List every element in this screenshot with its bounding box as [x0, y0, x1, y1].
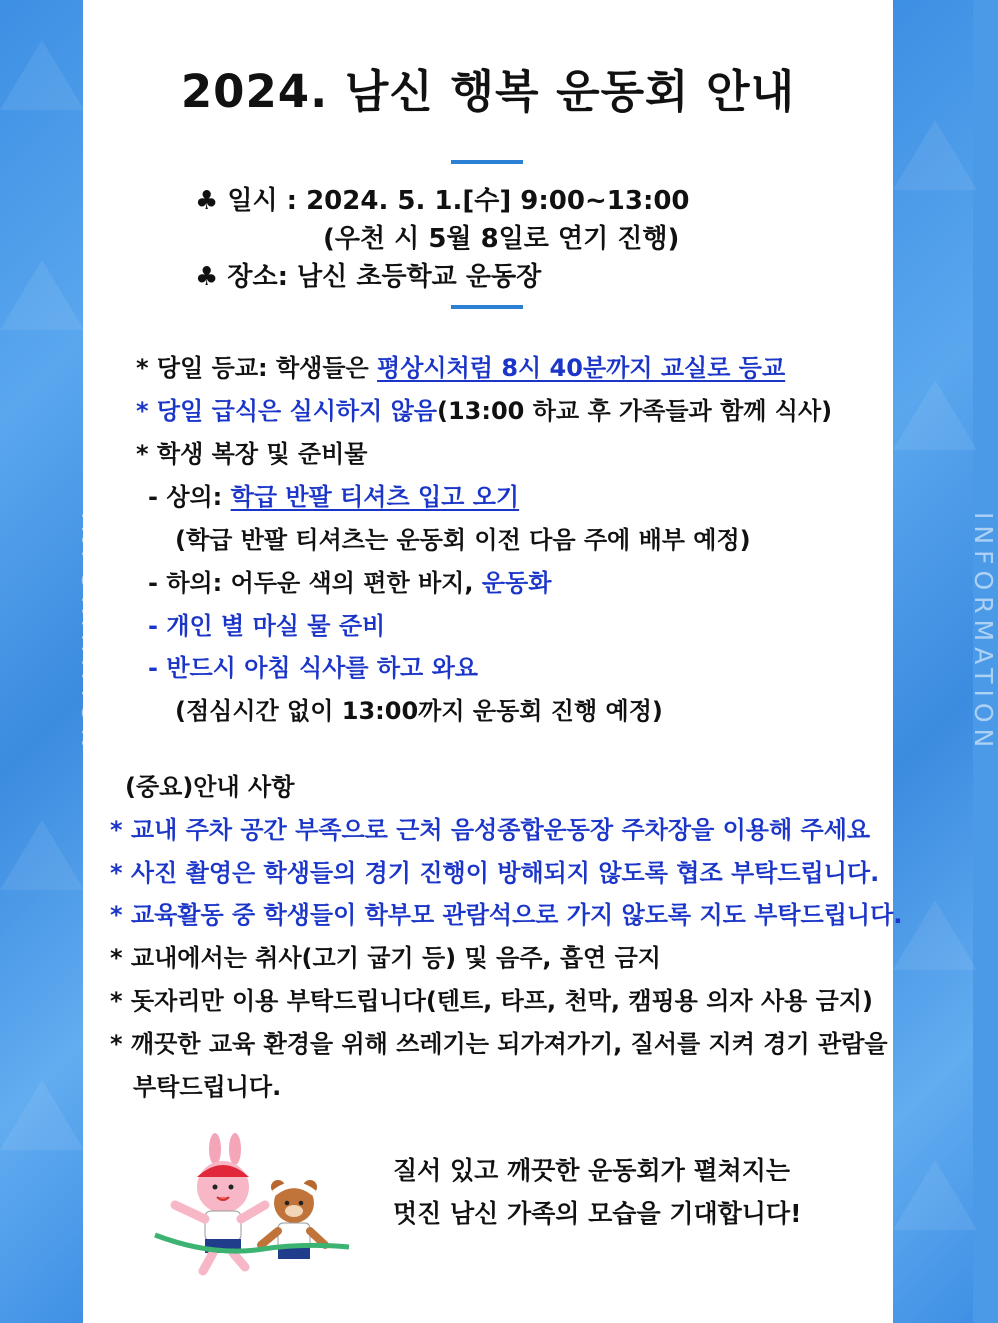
closing-line-1: 질서 있고 깨끗한 운동회가 펼쳐지는 — [393, 1156, 791, 1185]
rabbit-shirt-icon — [205, 1211, 241, 1241]
schedule-rain-note: (우천 시 5월 8일로 연기 진행) — [323, 224, 680, 254]
notice-line: 부탁드립니다. — [133, 1073, 282, 1101]
decor-triangle — [0, 40, 84, 110]
notice-heading: (중요)안내 사항 — [125, 773, 295, 801]
notice-line: * 교육활동 중 학생들이 학부모 관람석으로 가지 않도록 지도 부탁드립니다. — [110, 901, 903, 929]
notice-line: * 교내 주차 공간 부족으로 근처 음성종합운동장 주차장을 이용해 주세요 — [110, 816, 871, 844]
top-clothing-note: (학급 반팔 티셔츠는 운동회 이전 다음 주에 배부 예정) — [175, 526, 751, 554]
breakfast-note: (점심시간 없이 13:00까지 운동회 진행 예정) — [175, 697, 663, 725]
rabbit-headband-icon — [197, 1165, 249, 1177]
notice-line: * 사진 촬영은 학생들의 경기 진행이 방해되지 않도록 협조 부탁드립니다. — [110, 859, 880, 887]
lunch-item — [136, 391, 832, 426]
page-title: 2024. 남신 행복 운동회 안내 — [180, 65, 796, 118]
decor-triangle — [0, 260, 84, 330]
decor-triangle — [0, 1080, 84, 1150]
rabbit-ear-icon — [229, 1133, 241, 1165]
decor-triangle — [893, 380, 977, 450]
decor-triangle — [893, 900, 977, 970]
arrival-item — [136, 348, 785, 383]
arrival-highlight: 평상시처럼 8시 40분까지 교실로 등교 — [377, 354, 786, 382]
lunch-blue: * 당일 급식은 실시하지 않음 — [136, 397, 437, 425]
decor-triangle — [893, 1160, 977, 1230]
top-clothing-item — [148, 477, 519, 512]
clothing-heading: * 학생 복장 및 준비물 — [136, 440, 368, 468]
divider-bottom — [451, 305, 523, 309]
schedule-place: ♣ 장소: 남신 초등학교 운동장 — [195, 262, 542, 292]
decor-triangle — [0, 820, 84, 890]
divider-top — [451, 160, 523, 164]
bottom-prefix: - 하의: 어두운 색의 편한 바지, — [148, 569, 482, 597]
notice-line: * 깨끗한 교육 환경을 위해 쓰레기는 되가져가기, 질서를 지켜 경기 관람을 — [110, 1030, 888, 1058]
top-highlight: 학급 반팔 티셔츠 입고 오기 — [230, 483, 520, 511]
notice-paper — [83, 0, 903, 1323]
schedule-date: ♣ 일시 : 2024. 5. 1.[수] 9:00~13:00 — [195, 186, 690, 216]
water-item: - 개인 별 마실 물 준비 — [148, 612, 386, 640]
breakfast-item: - 반드시 아침 식사를 하고 와요 — [148, 654, 478, 682]
rabbit-ear-icon — [209, 1133, 221, 1165]
closing-line-2: 멋진 남신 가족의 모습을 기대합니다! — [393, 1199, 802, 1228]
lunch-rest: (13:00 하교 후 가족들과 함께 식사) — [437, 397, 833, 425]
mascot-illustration — [153, 1135, 353, 1280]
notice-line: * 돗자리만 이용 부탁드립니다(텐트, 타프, 천막, 캠핑용 의자 사용 금지) — [110, 987, 874, 1015]
arrival-prefix: * 당일 등교: 학생들은 — [136, 354, 378, 382]
bottom-clothing-item — [148, 563, 551, 598]
notice-line: * 교내에서는 취사(고기 굽기 등) 및 음주, 흡연 금지 — [110, 944, 661, 972]
bottom-highlight: 운동화 — [481, 569, 552, 597]
top-prefix: - 상의: — [148, 483, 231, 511]
right-border-panel — [893, 0, 998, 1323]
decor-triangle — [893, 120, 977, 190]
left-border-panel — [0, 0, 83, 1323]
side-label-right: INFORMATION — [969, 512, 998, 754]
